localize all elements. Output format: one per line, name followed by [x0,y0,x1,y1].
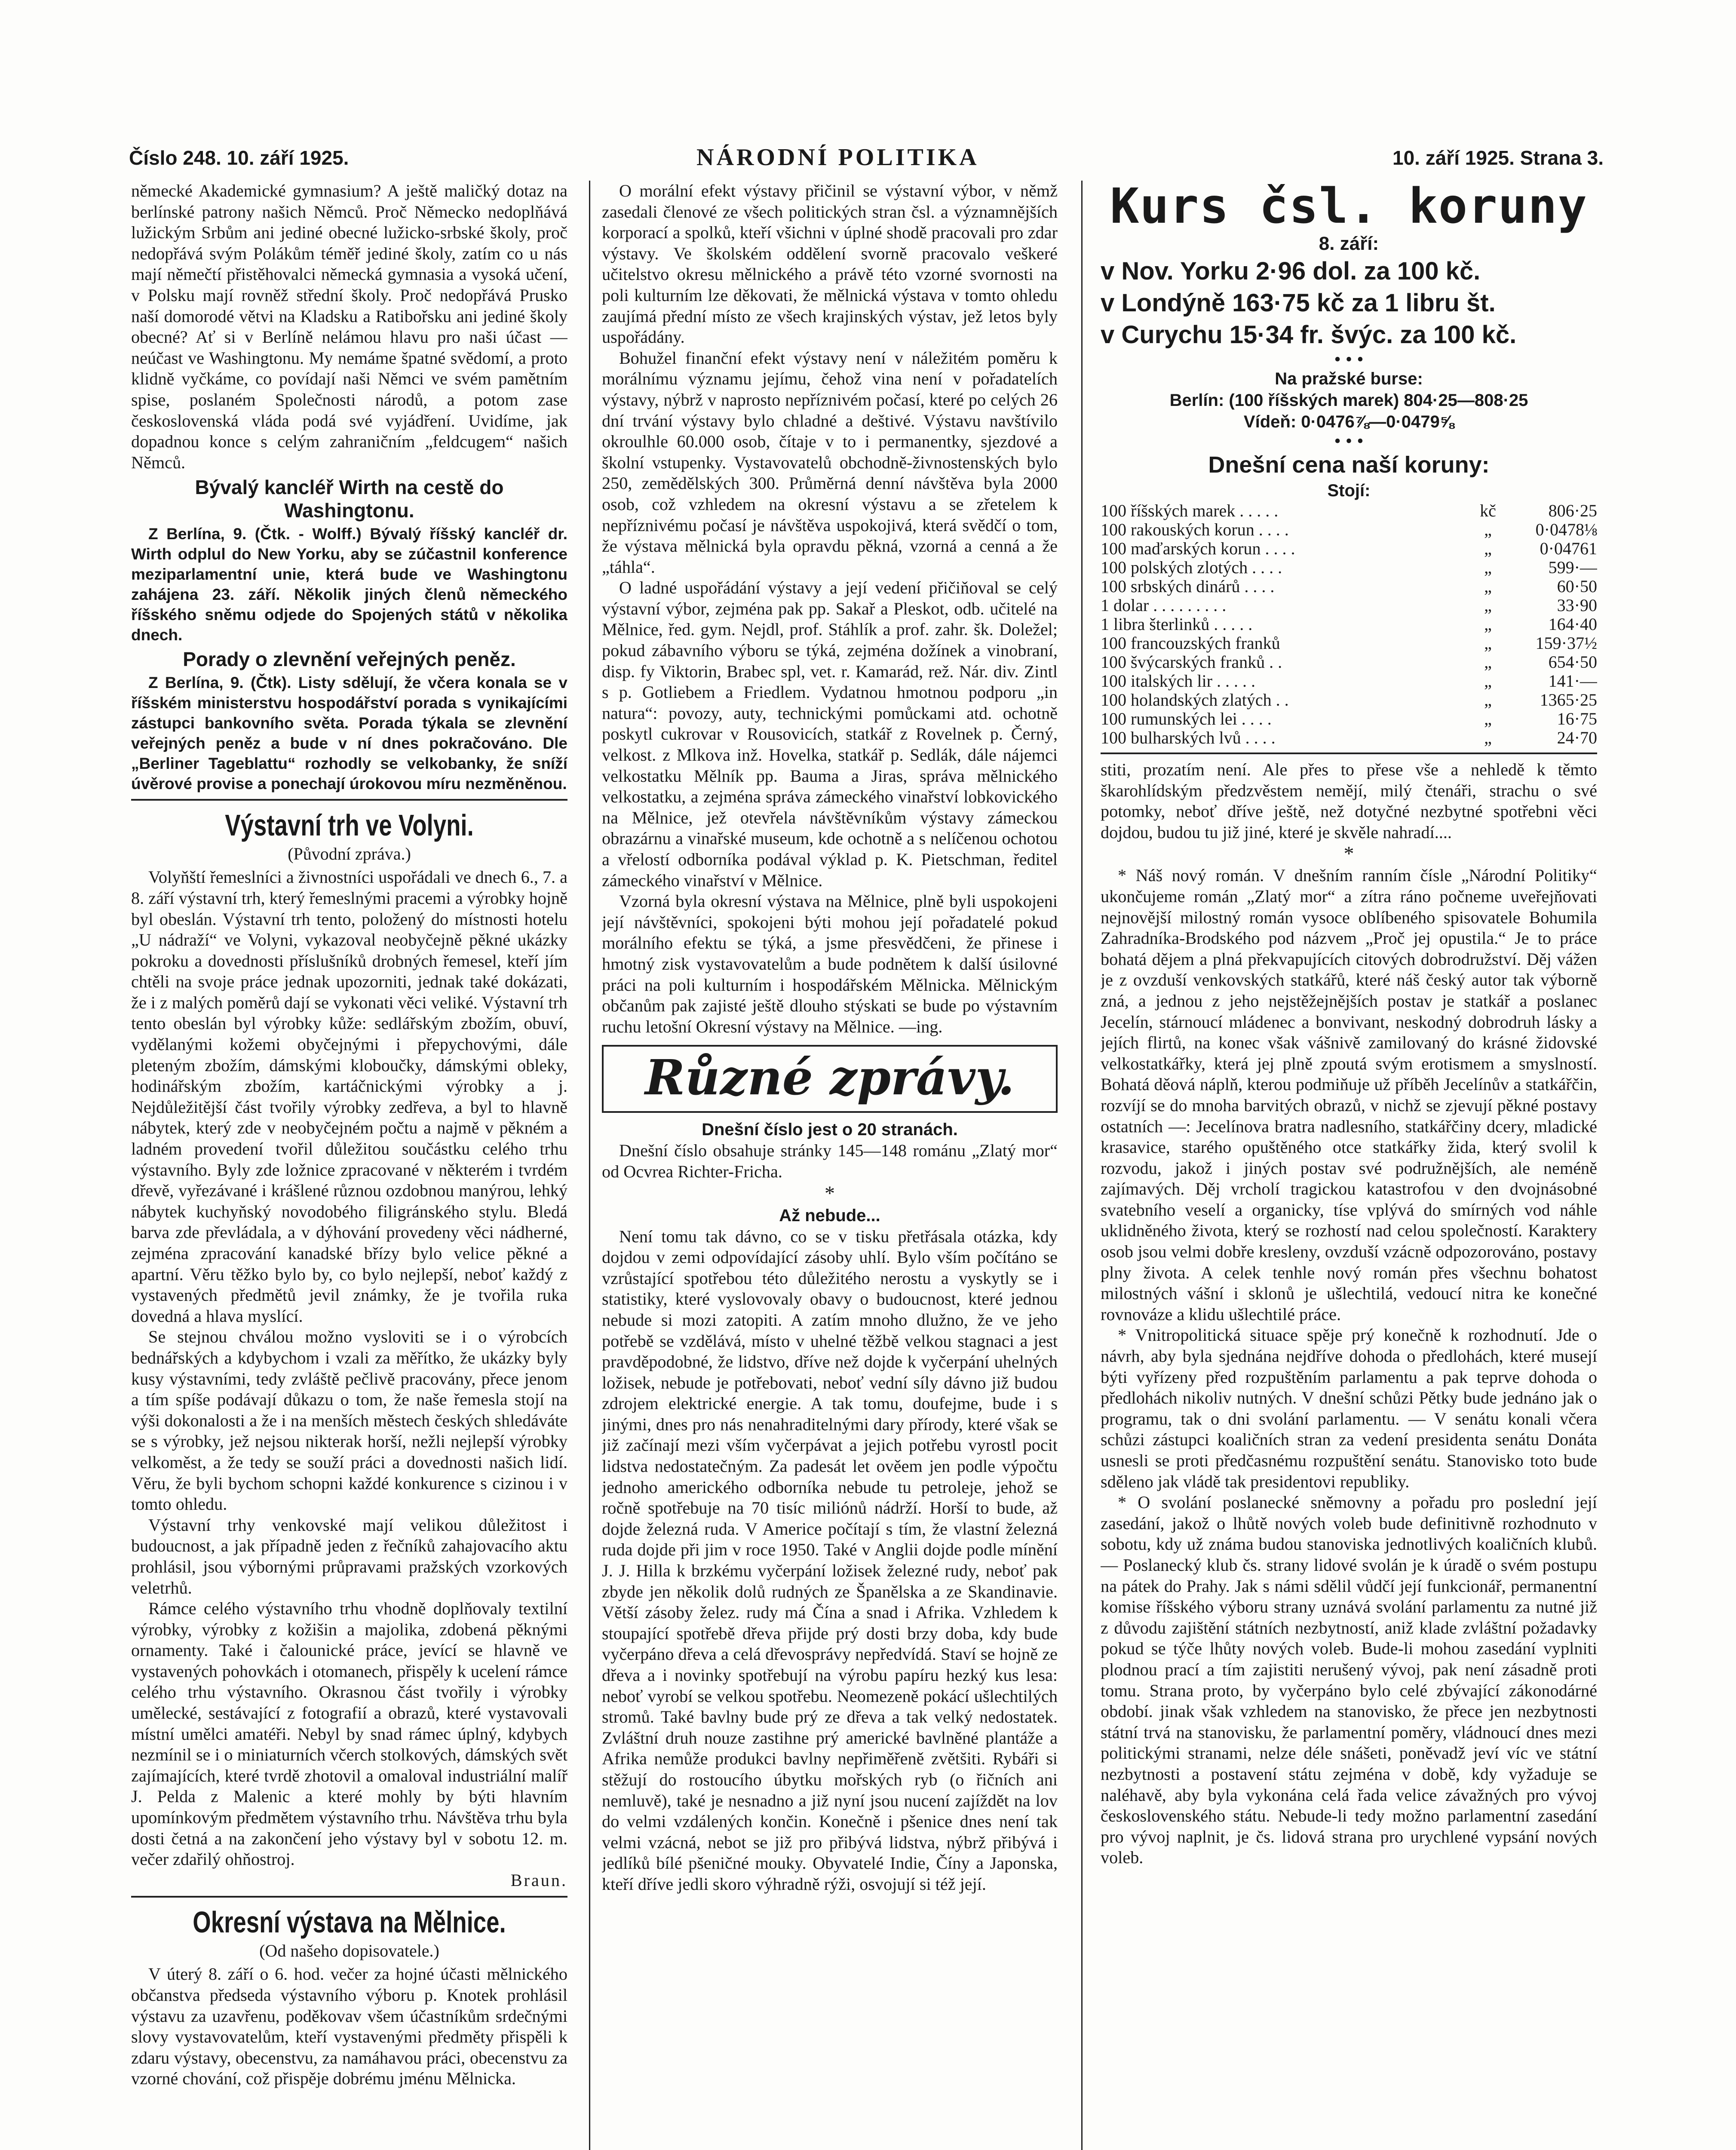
currency-row [1101,710,1597,728]
currency-label: 100 srbských dinárů . . . . [1101,577,1275,596]
currency-label: 100 maďarských korun . . . . [1101,539,1295,558]
currency-row [1101,520,1597,539]
headline-subtitle: (Od našeho dopisovatele.) [259,1941,439,1961]
article-text: * O svolání poslanecké sněmovny a pořadu pro poslední její zasedání, jakož o lhůtě nových voleb bude definitivně rozhodnuto v sobotu, kdy už známa budou stanoviska jednotlivých koaličních klubů. — Poslanecký klub čs. strany lidové svolán je k úradě o svém postupu na pátek do Prahy. Jak s námi sdělil vůdčí její funkcionář, permanentní komise říšského výboru strany uznává svolání parlamentu za nutné již z důvodu zajištění státních nezbytností, aniž klade zvláštní požadavky pokud se týče lhůty nových voleb. Bude-li mohou zasedání vyplniti plodnou prací a tím zajistiti nerušený vývoj, pak není zásadně proti tomu. Strana proto, by vyčerpáno bylo celé zbývající zákonodárné období. jinak však vzhledem na stanovisko, že přece jen nezbytnosti státní trvá na stanovisku, že parlamentní poměry, vládnoucí dnes mezi politickými stranami, nelze déle snášeti, poněvadž jeví víc ve státní nezbytnosti a postavení státu zejména v době, kdy vyžaduje se naléhavě, aby byla vykonána celá řada velice závažných pro vývoj československého státu. Nebude-li tedy možno parlamentní zasedání pro vývoj naplnit, je čs. lidová strana pro urychlené vypsání nových voleb. [1101,1493,1597,1867]
currency-value: 141·— [1548,671,1597,691]
currency-value: 24·70 [1557,728,1597,747]
currency-unit: „ [1484,539,1492,558]
asterisk-divider: * [825,1182,835,1205]
currency-value: 0·0478⅛ [1535,520,1597,539]
prague-bourse-title: Na pražské burse: [1275,369,1423,388]
currency-label: 1 libra šterlinků . . . . . [1101,614,1253,634]
currency-unit: „ [1484,728,1492,747]
column-rule [1081,181,1083,2150]
currency-label: 100 říšských marek . . . . . [1101,501,1279,520]
section-banner [602,1045,1058,1113]
currency-row [1101,596,1597,615]
currency-value: 1365·25 [1540,690,1597,710]
page-header [129,146,1604,176]
section-title-ruzne-zpravy: Různé zprávy. [645,1050,1015,1106]
currency-unit: „ [1484,614,1492,634]
currency-unit: „ [1484,558,1492,577]
currency-label: 100 rakouských korun . . . . [1101,520,1289,539]
currency-label: 100 francouzských franků [1101,633,1280,653]
currency-unit: „ [1484,709,1492,728]
currency-unit: kč [1480,501,1496,520]
column-rule [589,181,590,2150]
currency-label: 100 švýcarských franků . . [1101,652,1282,672]
article-text: O morální efekt výstavy přičinil se výstavní výbor, v němž zasedali členové ze všech politických stran čsl. a významnějších korporací a spolků, kteří všichni v úplné shodě pracovali pro zdar výstavy. Ve školském oddělení svorně pracovalo veškeré učitelstvo okresu mělnického a právě této vzorné svornosti na poli kulturním lze děkovati, že mělnická výstava v tomto ohledu zaujímá přední místo ze všech krajinských výstav, jež letos byly uspořádány. [602,181,1058,347]
currency-unit: „ [1484,520,1492,539]
article-text: Není tomu tak dávno, co se v tisku přetřásala otázka, kdy dojdou v zemi odpovídající zásoby uhlí. Bylo vším počítáno se vzrůstající spotřebou této důležitého nerostu a vyskytly se i statistiky, které vyslovovaly obavy o budoucnost, které jednou nebude si mozi zatopiti. A zatím mnoho dlužno, že ve jeho potřebě se vzdělává, místo v uhelné těžbě velkou stagnaci a jest pravděpodobné, že lidstvo, dříve než dojde k vyčerpání uhelných ložisek, nebude je potřebovati, neboť vední síly dávno již budou zdrojem elektrické energie. A tak tomu, doufejme, bude i s jinými, dnes pro nás nenahraditelnými dary přírody, které však se již začínají mezi vším vyčerpávat a jejich potřebu vyrostl pocit lidstva nedostatečným. Za padesát let ověem jen podle výpočtu jednoho amerického odborníka nebude tu petroleje, jehož se ročně spotřebuje na 70 tisíc miliónů nádrží. Horší to bude, až dojde železná ruda. V Americe počítají s tím, že vlastní železná ruda dojde při jim v roce 1950. Také v Anglii dojde podle mínění J. J. Hilla k brzkému vyčerpání ložisek železné rudy, neboť pak zbyde jen několik dolů rudných ze Španělska a ze Skandinavie. Větší zásoby želez. rudy má Čína a snad i Afrika. Vzhledem k stoupající spotřebě dřeva přijde prý dosti brzy doba, kdy bude vyčerpáno dřeva a celá dřevosprávy nepředvídá. Staví se hojně ze dřeva a i novinky spotřebují na výrobu papíru hezký kus lesa: neboť vyrobí se velkou spotřebu. Neomezeně pokácí ušlechtilých stromů. Také bavlny bude prý ze dřeva a tak velký nedostatek. Zvláštní druh nouze zastihne prý americké bavlněné plantáže a Afrika nemůže produkci bavlny nepřiměřeně zvětšiti. Rybáři si stěžují do rostoucího úbytku mořských ryb (o řičních ani nemluvě), také je nesnadno a již nyní jsou nucení zajíždět na lov do velmi vzdálených končin. Konečně i pšenice dnes není tak velmi vzácná, nebot se již pro přibývá lidstva, nýbrž přibývá i jedlíků bílé pšeničné mouky. Obyvatelé Indie, Číny a Japonska, kteří dříve jedli skoro výhradně rýži, osvojují si též její. [602,1226,1058,1894]
article-text: * Vnitropolitická situace spěje prý konečně k rozhodnutí. Jde o návrh, aby byla sjednána nejdříve dohoda o předlohách, které musejí býti vyřízeny před rozpuštěním parlamentu a pak teprve dohoda o předlohách nikoliv nutných. V dnešní schůzi Pětky bude jednáno jak o programu, tak o dni svolání parlamentu. — V senátu konali včera schůzi zástupci koaličních stran za vedení presidenta senátu Donáta usnesli se proti předčasnému rozpuštění senátu. Stanovisko toto bude sděleno jak vládě tak presidentovi republiky. [1101,1325,1597,1491]
currency-unit: „ [1484,596,1492,615]
article-text: Vzorná byla okresní výstava na Mělnice, plně byli uspokojeni její návštěvníci, spokojeni býti mohou její pořadatelé pokud morálního efektu se týká, a jsme přesvědčeni, že přinese i hmotný zisk vystavovatelům a bude podnětem k další úsilovné práci na poli kulturním i hospodářském Mělnicka. Mělnickým občanům pak zajisté ještě dlouho stýskati se bude po výstavním ruchu letošní Okresní výstavy na Mělnice. —ing. [602,891,1058,1036]
article-text: Z Berlína, 9. (Čtk). Listy sdělují, že včera konala se v říšském ministerstvu hospodářství porada s vynikajícími zástupci bankovního světa. Porada týkala se zlevnění veřejných peněz a bude v ní dnes pokračováno. Dle „Berliner Tageblattu“ rozhodly se velkobanky, že sníží úvěrové provise a ponechají úrokovou míru nezměněnou. [131,674,567,793]
currency-row [1101,501,1597,520]
dots-divider: • • • [1334,349,1364,370]
currency-value: 806·25 [1548,501,1597,520]
currency-row [1101,539,1597,558]
bourse-vienna: Vídeň: 0·0476⅞—0·0479⅝ [1243,412,1454,431]
headline-az-nebude: Až nebude... [779,1206,880,1225]
currency-value: 159·37½ [1535,633,1597,653]
article-text: Se stejnou chválou možno vysloviti se i o výrobcích bednářských a kdybychom i vzali za měřítko, že ukázky byly kusy výstavními, tedy zvláště pečlivě pracovány, přece jenom a tím spíše podávají důkazu o tom, že naše řemesla stojí na výši dokonalosti a že i na menších městech českých shledáváte se s výrobky, jež nejsou nikterak horší, nežli nejlepší výrobky velkoměst, a že tedy se souží práci a dovednosti našich lidí. Věru, že byli bychom schopni každé konkurence s cizinou i v tomto ohledu. [131,1327,567,1514]
currency-label: 100 holandských zlatých . . [1101,690,1289,710]
headline-wirth: Bývalý kancléř Wirth na cestě do Washingtonu. [195,476,504,522]
column-middle [602,181,1058,2150]
article-text: V úterý 8. září o 6. hod. večer za hojné účasti mělnického občanstva předseda výstavního výboru p. Knotek prohlásil výstavu za uzavřenu, poděkovav všem účastníkům srdečnými slovy vystavovatelům, kteří vystavenými předměty přispěli k zdaru výstavy, obecenstvu, za namáhavou práci, obecenstvu za vzorné chování, což přispěje dobrému jménu Mělnicka. [131,1964,567,2089]
article-text: německé Akademické gymnasium? A ještě maličký dotaz na berlínské patrony našich Němců. Proč Německo nedoplňává lužickým Srbům ani jediné obecné lužicko-srbské školy, proč nedopřává svým Polákům téměř jediné školy, zatím co u nás mají němečtí přistěhovalci německá gymnasia a vysoká učení, v Polsku mají rovněž střední školy. Proč nedopřává Prusko naší domorodé větvi na Kladsku a Ratibořsku ani jediné školy obecné? Ať si v Berlíně nelámou hlavu pro naši účast — neúčast ve Washingtonu. My nemáme špatné svědomí, a proto klidně vyčkáme, co povídají naši Němci ve svém pamětním spise, poslaném Společnosti národů, a potom zase československá vláda podá své vyjádření. Uvidíme, jak dopadnou konce s celým zahraničním „feldcugem“ našich Němců. [131,181,567,472]
rate-new-york: v Nov. Yorku 2·96 dol. za 100 kč. [1101,257,1481,285]
currency-label: 100 rumunských lei . . . . [1101,709,1272,728]
currency-unit: „ [1484,577,1492,596]
currency-row [1101,653,1597,672]
section-divider [131,799,567,801]
currency-row [1101,558,1597,577]
rate-london: v Londýně 163·75 kč za 1 libru št. [1101,289,1496,317]
exchange-rate-date: 8. září: [1319,233,1379,254]
currency-value: 654·50 [1548,652,1597,672]
column-left [131,181,567,2150]
currency-label: 100 polských zlotých . . . . [1101,558,1282,577]
currency-value: 16·75 [1557,709,1597,728]
headline-subtitle: (Původní zpráva.) [288,844,411,864]
article-text: O ladné uspořádání výstavy a její vedení přičiňoval se celý výstavní výbor, zejména pak pp. Sakař a Pleskot, odb. učitelé na Mělnice, řed. gym. Nejdl, prof. Stáhlík a prof. zahr. šk. Doležel; pokud zábavního výboru se týká, zejména dožínek a vinobraní, disp. fy Viktorin, Brabec spl, vet. r. Kamarád, rež. Nár. div. Zintl s p. Gotliebem a Friedlem. Vydatnou hmotnou podporu „in natura“: povozy, auty, technickými pomůckami atd. ochotně poskytl cukrovar v Rousovicích, statkář z Rovelnek p. Černý, velkost. z Mlkova inž. Hovelka, statkář p. Sedlák, dále nájemci velkostatku Mělník pp. Bauma a Jiras, správa mělnického velkostatku, a zejména správa zámeckého vinařství lobkovického na Mělnice, jež otevřela návštěvníkům výstavy zámeckou obrazárnu a vinařské museum, kde ochotně a s nelíčenou ochotou a vřelostí odborníka podával výklad p. K. Pietschman, ředitel zámeckého vinařství v Mělnice. [602,578,1058,890]
exchange-rate-headline: Kurs čsl. koruny [1110,181,1588,234]
article-text: stiti, prozatím není. Ale přes to přese vše a nehledě k těmto škarohlídským předzvěstem nemějí, milý čtenáři, strachu o své potomky, neboť dříve ještě, než dotyčné nezbytné spotřebni věci dojdou, budou tu již jiné, které je skvěle nahradí.... [1101,760,1597,842]
headline-dnesni-cislo: Dnešní číslo jest o 20 stranách. [702,1120,958,1140]
bourse-berlin: Berlín: (100 říšských marek) 804·25—808·25 [1169,391,1528,410]
currency-row [1101,691,1597,710]
currency-row [1101,672,1597,691]
currency-label: 1 dolar . . . . . . . . . [1101,596,1227,615]
article-text: Bohužel finanční efekt výstavy není v náležitém poměru k morálnímu významu jejímu, čehož vina není v pořadatelích výstavy, nýbrž v naprosto nepříznivém počasí, které po celých 26 dní trvání výstavy bylo chladné a deštivé. Výstavu navštívilo okroulhle 60.000 osob, čítaje v to i permanentky, sjezdové a školní vstupenky. Vystavovatelů obchodně-živnostenských bylo 250, zemědělských 300. Průměrná denní návštěva byla 2000 osob, což vzhledem na okresní výstavu a se zřetelem k nepříznivému počasí je návštěva uspokojivá, která svědčí o tom, že výstava mělnická byla opravdu pěkná, vzorná a cenná a že „táhla“. [602,348,1058,577]
article-text: Volyňští řemeslníci a živnostníci uspořádali ve dnech 6., 7. a 8. září výstavní trh, který řemeslnými pracemi a výrobky hojně byl obeslán. Výstavní trh tento, položený do místnosti hotelu „U nádraží“ ve Volyni, vykazoval neobyčejně pěkné ukázky pokroku a dovednosti příslušníků drobných řemesel, kteří jím chtěli na svoje práce jednak upozorniti, jednak také dokázati, že i z malých poměrů dají se vykonati věci veliké. Výstavní trh tento obeslán byl výrobky kůže: sedlářským zbožím, obuví, vydělanými kožemi obyčejnými i přepychovými, dále pleteným zbožím, dámskými kloboučky, dámskými obleky, hodinářským zbožím, kartáčnickými výrobky a j. Nejdůležitější část tvořily výrobky zedřeva, a byl to hlavně nábytek, který zde v neobyčejném počtu a najmě v pěkném a ladném provedení tvořil důležitou součástku celého trhu výstavního. Byly zde ložnice zpracované v některém i tvrdém dřevě, vyřezávané i krášlené různou ozdobnou manýrou, lehký nábytek kuchyňský novodobého filigránského stylu. Bledá barva zde převládala, a v dýhování provedeny věci nádherné, zejména zpracování kanadské břízy bylo velice pěkné a apartní. Věru těžko bylo by, co bylo nejlepší, neboť každý z vystavených předmětů jevil známky, že je tvořila ruka dovedná a hlava myslící. [131,867,567,1326]
headline-porady: Porady o zlevnění veřejných peněz. [183,648,516,671]
rate-zurich: v Curychu 15·34 fr. švýc. za 100 kč. [1101,321,1517,349]
headline-okresni-vystava: Okresní výstava na Mělnice. [193,1905,506,1939]
section-divider [131,1896,567,1898]
currency-value: 599·— [1548,558,1597,577]
article-text: Z Berlína, 9. (Čtk. - Wolff.) Bývalý říšský kancléř dr. Wirth odplul do New Yorku, aby se zúčastnil konference meziparlamentní unie, která bude ve Washingtonu zahájena 23. září. Několik jiných členů německého říšského sněmu odjede do Spojených států v několika dnech. [131,525,567,644]
column-right [1101,181,1597,2150]
currency-value: 60·50 [1557,577,1597,596]
section-divider [1101,752,1597,754]
article-text: Dnešní číslo obsahuje stránky 145—148 románu „Zlatý mor“ od Ocvrea Richter-Fricha. [602,1141,1058,1181]
issue-number: Číslo 248. 10. září 1925. [129,147,349,169]
crown-price-subtitle: Stojí: [1327,481,1371,500]
article-text: Výstavní trhy venkovské mají velikou důležitost i budoucnost, a jak případně jeden z řečníků zahajovacího aktu prohlásil, jsou výbornými průpravami pražských vzorkových veletrhů. [131,1515,567,1597]
currency-unit: „ [1484,671,1492,691]
crown-price-title: Dnešní cena naší koruny: [1208,452,1490,478]
article-text: Rámce celého výstavního trhu vhodně doplňovaly textilní výrobky, výrobky z kožišin a majolika, zdobená pěknými ornamenty. Také i čalounické práce, jevící se hlavně ve vystavených pohovkách i otomanech, přispěly k ucelení rámce celého trhu výstavního. Okrasnou část tvořily i výrobky umělecké, sestávající z fotografií a obrazů, které vystavovali místní umělci amatéři. Nebyl by snad rámec úplný, kdybych nezmínil se i o miniaturních včerch stolkových, dámských svět zajímajících, které tvrdě zhotovil a omaloval industriální malíř J. Pelda z Malenic a které mohly by býti hlavním upomínkovým předmětem výstavního trhu. Návštěva trhu byla dosti četná a na zakončení jeho výstavy byl v sobotu 12. m. večer zdařilý ohňostroj. [131,1599,567,1869]
currency-row [1101,577,1597,596]
currency-row [1101,728,1597,747]
asterisk-divider: * [1343,842,1354,866]
currency-row [1101,615,1597,634]
article-signature: Braun. [510,1870,567,1890]
masthead-title: NÁRODNÍ POLITIKA [696,144,979,171]
currency-unit: „ [1484,633,1492,653]
dots-divider: • • • [1334,430,1364,452]
currency-row [1101,634,1597,653]
currency-value: 33·90 [1557,596,1597,615]
currency-table [1101,501,1597,747]
article-text: * Náš nový román. V dnešním ranním čísle „Národní Politiky“ ukončujeme román „Zlatý mor“ a zítra ráno počneme uveřejňovati nejnovější milostný román vysoce oblíbeného spisovatele Bohumila Zahradníka-Brodského pod názvem „Proč jej opustila.“ Je to práce bohatá dějem a plná překvapujících citových dobrodružství. Děj vážen je z ovzduší venkovských statkářů, které náš český autor tak výborně zná, a jednou z jeho nejstěžejnějších postav je statkář a poslanec Jecelín, stárnoucí mládenec a bonvivant, neskodný dobrodruh lásky a jejích flirtů, na konec však vášnivě zamilovaný do krásné židovské velkostatkářky, která jej plně zpoutá svým erotismem a smyslností. Bohatá děová náplň, kterou podmiňuje už příběh Jecelínův a statkářčin, rozvíjí se do mnoha barvitých obrazů, v nichž se zjevují pěkné postavy ostatních —: Jecelínova bratra nadlesního, statkářčiny dcery, mladické krasavice, starého opuštěného otce statkářky žida, který svolil k rozvodu, jakož i jiných postav své podružnějších, ale neméně zajímavých. Děj vrcholí tragickou katastrofou v den dvojnásobné svatebního veselí a organicky, tíse vplývá do smírných vod náhle uklidněného života, který se rozhostí nad celou společností. Karaktery osob jsou velmi dobře kresleny, ovzduší vzácně odpozorováno, postavy plny života. A celek tenhle nový román přes všechnu bohatost milostných vášní i sklonů je ušlechtilá, vedoucí nitra ke konečné rovnováze a klidu ušlechtilé práce. [1101,866,1597,1324]
currency-label: 100 bulharských lvů . . . . [1101,728,1276,747]
currency-unit: „ [1484,652,1492,672]
currency-unit: „ [1484,690,1492,710]
currency-value: 0·04761 [1540,539,1597,558]
currency-label: 100 italských lir . . . . . [1101,671,1255,691]
headline-vystavni-trh: Výstavní trh ve Volyni. [225,808,474,842]
page-date-number: 10. září 1925. Strana 3. [1392,147,1604,169]
currency-value: 164·40 [1548,614,1597,634]
